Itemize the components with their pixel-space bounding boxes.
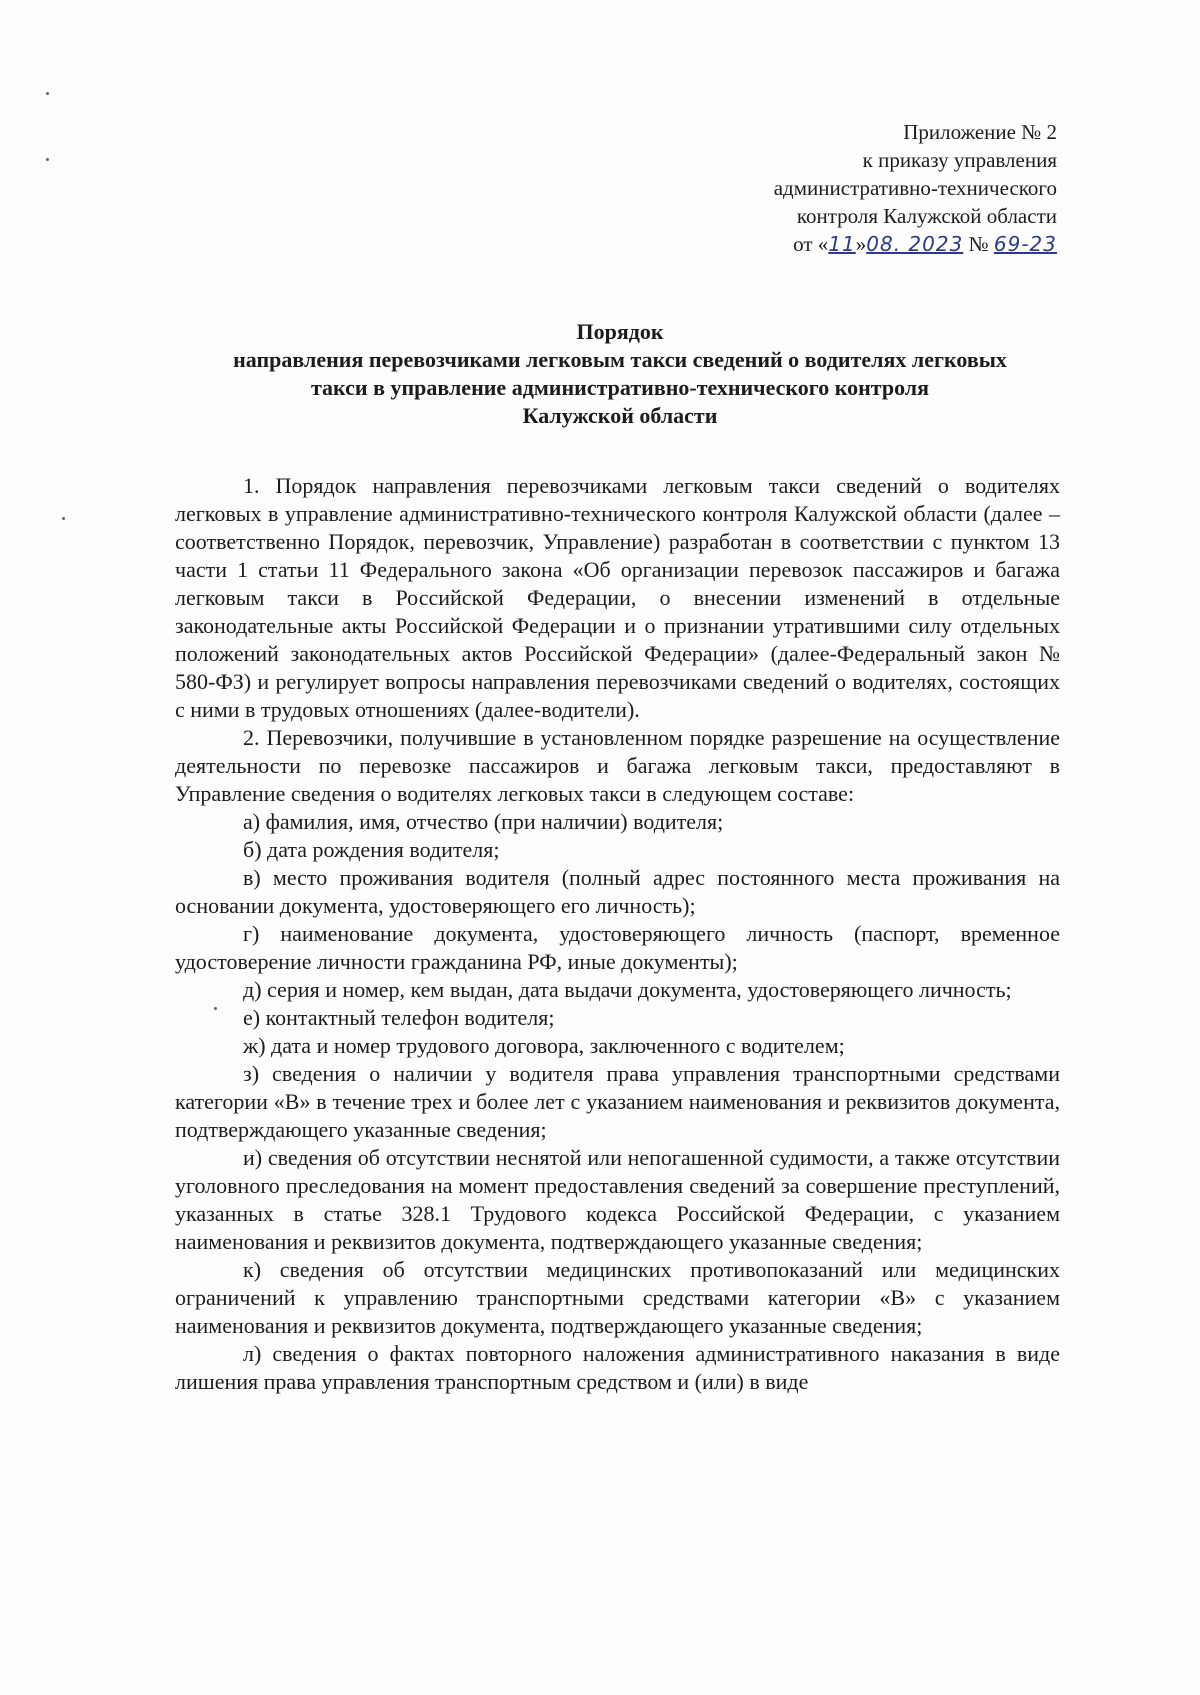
list-item-i: и) сведения об отсутствии неснятой или непогашенной судимости, а также отсутствии уголовного преследования на момент предоставления сведений за совершение преступлений, указанных в статье 328.1 Трудового кодекса Российской Федерации, с указанием наименования и реквизитов документа, подтверждающего указанные сведения; [175,1145,1060,1254]
list-item-l: л) сведения о фактах повторного наложения административного наказания в виде лишения права управления транспортным средством и (или) в виде [175,1341,1060,1394]
appendix-order-ref: к приказу управления [862,148,1057,172]
list-item-a: а) фамилия, имя, отчество (при наличии) водителя; [243,809,724,834]
handwritten-order-number: 69-23 [993,232,1057,256]
paragraph-1: 1. Порядок направления перевозчиками легковым такси сведений о водителях легковых в управление административно-технического контроля Калужской области (далее – соответственно Порядок, перевозчик, Управление) разработан в соответствии с пунктом 13 части 1 статьи 11 Федерального закона «Об организации перевозок пассажиров и багажа легковым такси в Российской Федерации, о внесении изменений в отдельные законодательные акты Российской Федерации и о признании утратившими силу отдельных положений законодательных актов Российской Федерации» (далее-Федеральный закон № 580-ФЗ) и регулирует вопросы направления перевозчиками сведений о водителях, состоящих с ними в трудовых отношениях (далее-водители). [175,473,1060,722]
paragraph-2: 2. Перевозчики, получившие в установленном порядке разрешение на осуществление деятельности по перевозке пассажиров и багажа легковым такси, предоставляют в Управление сведения о водителях легковых такси в следующем составе: [175,725,1060,806]
title-line-1: Порядок [576,319,664,344]
document-body [175,472,1060,1396]
list-item-e: е) контактный телефон водителя; [243,1005,555,1030]
list-item-zh: ж) дата и номер трудового договора, заключенного с водителем; [243,1033,845,1058]
number-sign: № [963,232,994,256]
list-item-b: б) дата рождения водителя; [243,837,500,862]
list-item-k: к) сведения об отсутствии медицинских противопоказаний или медицинских ограничений к управлению транспортными средствами категории «В» с указанием наименования и реквизитов документа, подтверждающего указанные сведения; [175,1257,1060,1338]
appendix-header [774,118,1057,258]
title-line-2: направления перевозчиками легковым такси сведений о водителях легковых [233,347,1007,372]
scan-speck [46,92,49,95]
list-item-g: г) наименование документа, удостоверяющего личность (паспорт, временное удостоверение личности гражданина РФ, иные документы); [175,921,1060,974]
scan-speck [46,158,49,161]
handwritten-month-year: 08. 2023 [866,232,964,256]
scan-speck [62,517,65,520]
title-line-3: такси в управление административно-технического контроля [310,375,930,400]
document-title [170,318,1070,430]
title-line-4: Калужской области [522,403,718,428]
list-item-d: д) серия и номер, кем выдан, дата выдачи документа, удостоверяющего личность; [243,977,1012,1002]
date-prefix: от « [793,232,829,256]
appendix-title: Приложение № 2 [903,120,1057,144]
date-mid: » [855,232,867,256]
appendix-date-number [774,230,1057,258]
appendix-region: контроля Калужской области [796,204,1057,228]
handwritten-day: 11 [828,232,856,256]
list-item-z: з) сведения о наличии у водителя права управления транспортными средствами категории «В» в течение трех и более лет с указанием наименования и реквизитов документа, подтверждающего указанные сведения; [175,1061,1060,1142]
appendix-department: административно-технического [773,176,1057,200]
list-item-v: в) место проживания водителя (полный адрес постоянного места проживания на основании документа, удостоверяющего его личность); [175,865,1060,918]
